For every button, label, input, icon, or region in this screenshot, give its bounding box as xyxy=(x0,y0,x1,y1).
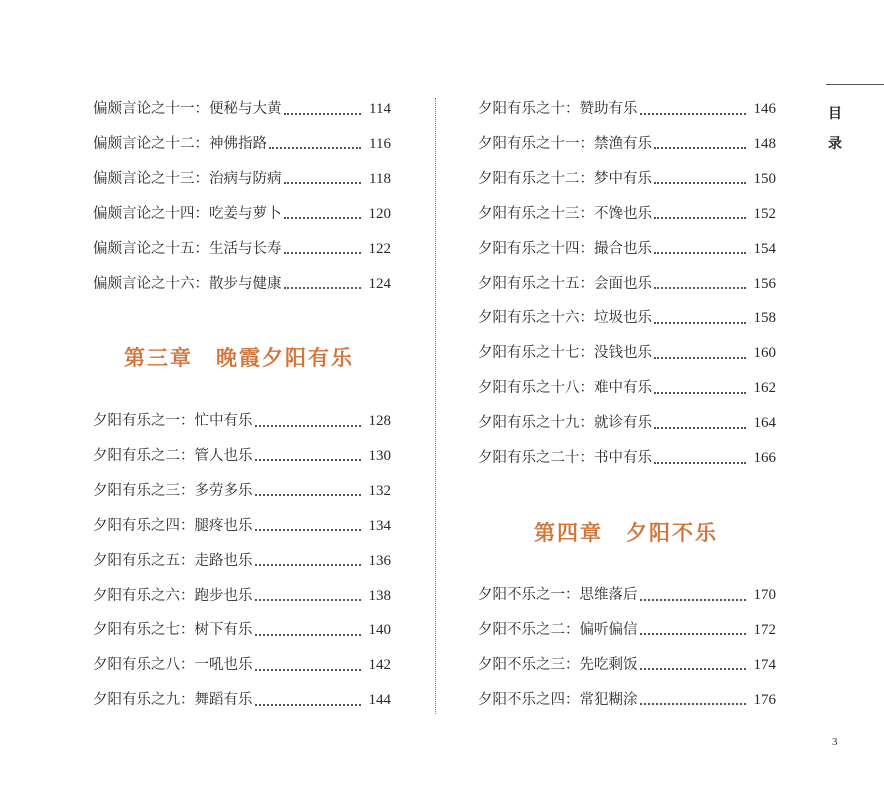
entry-title: 偏颇言论之十三：治病与防病 xyxy=(93,170,282,187)
dot-leader xyxy=(284,216,361,219)
entry-title: 夕阳有乐之十八：难中有乐 xyxy=(478,380,652,397)
toc-entry[interactable] xyxy=(93,97,391,121)
entry-page-number: 130 xyxy=(368,447,391,464)
side-title xyxy=(827,99,843,159)
toc-entry[interactable] xyxy=(478,341,776,365)
toc-entry[interactable] xyxy=(478,306,776,330)
dot-leader xyxy=(654,251,746,254)
entry-title: 夕阳有乐之五：走路也乐 xyxy=(93,552,253,569)
toc-entry[interactable] xyxy=(478,653,776,677)
dot-leader xyxy=(255,598,361,601)
entry-page-number: 148 xyxy=(753,135,776,152)
toc-entry[interactable] xyxy=(478,167,776,191)
entry-page-number: 142 xyxy=(368,657,391,674)
entry-title: 夕阳有乐之八：一吼也乐 xyxy=(93,657,253,674)
dot-leader xyxy=(255,633,361,636)
entry-title: 夕阳有乐之十七：没钱也乐 xyxy=(478,345,652,362)
toc-entry[interactable] xyxy=(478,688,776,712)
entry-title: 偏颇言论之十四：吃姜与萝卜 xyxy=(93,205,282,222)
side-title-char: 目 录 xyxy=(828,106,842,152)
entry-title: 夕阳有乐之十：赞助有乐 xyxy=(478,101,638,117)
column-divider xyxy=(435,98,436,714)
toc-entry[interactable] xyxy=(93,479,391,503)
entry-title: 夕阳有乐之七：树下有乐 xyxy=(93,622,253,639)
dot-leader xyxy=(284,286,361,289)
entry-title: 夕阳不乐之二：偏听偏信 xyxy=(478,621,638,638)
entry-title: 夕阳有乐之十六：垃圾也乐 xyxy=(478,310,652,327)
entry-title: 夕阳有乐之九：舞蹈有乐 xyxy=(93,692,253,709)
entry-title: 偏颇言论之十五：生活与长寿 xyxy=(93,240,282,257)
dot-leader xyxy=(654,356,746,359)
entry-title: 夕阳有乐之一：忙中有乐 xyxy=(93,413,253,429)
toc-entry[interactable] xyxy=(478,237,776,261)
entry-page-number: 174 xyxy=(753,656,776,673)
toc-entry[interactable] xyxy=(93,132,391,156)
dot-leader xyxy=(255,424,361,427)
entry-page-number: 156 xyxy=(753,275,776,292)
toc-entry[interactable] xyxy=(478,618,776,642)
dot-leader xyxy=(640,667,746,670)
entry-page-number: 150 xyxy=(753,170,776,187)
entry-page-number: 172 xyxy=(753,621,776,638)
entry-page-number: 114 xyxy=(369,101,391,117)
entry-title: 夕阳有乐之四：腿疼也乐 xyxy=(93,517,253,534)
entry-page-number: 136 xyxy=(368,552,391,569)
toc-entry[interactable] xyxy=(93,202,391,226)
dot-leader xyxy=(654,321,746,324)
toc-entry[interactable] xyxy=(93,653,391,677)
header-rule xyxy=(826,84,884,85)
entry-title: 偏颇言论之十六：散步与健康 xyxy=(93,275,282,292)
entry-title: 偏颇言论之十一：便秘与大黄 xyxy=(93,101,282,117)
toc-entry[interactable] xyxy=(478,411,776,435)
entry-page-number: 128 xyxy=(368,413,391,429)
dot-leader xyxy=(654,461,746,464)
dot-leader xyxy=(654,286,746,289)
entry-page-number: 124 xyxy=(368,275,391,292)
toc-entry[interactable] xyxy=(478,583,776,607)
toc-entry[interactable] xyxy=(478,446,776,470)
entry-page-number: 132 xyxy=(368,482,391,499)
dot-leader xyxy=(255,528,361,531)
entry-page-number: 120 xyxy=(368,205,391,222)
dot-leader xyxy=(255,563,361,566)
entry-title: 夕阳有乐之二十：书中有乐 xyxy=(478,450,652,466)
entry-page-number: 138 xyxy=(368,587,391,604)
entry-title: 夕阳不乐之三：先吃剩饭 xyxy=(478,656,638,673)
toc-entry[interactable] xyxy=(478,97,776,121)
dot-leader xyxy=(654,146,746,149)
entry-page-number: 122 xyxy=(368,240,391,257)
dot-leader xyxy=(255,458,361,461)
dot-leader xyxy=(255,493,361,496)
chapter-heading: 第三章 晚霞夕阳有乐 xyxy=(124,346,354,370)
dot-leader xyxy=(640,112,746,115)
entry-page-number: 158 xyxy=(753,310,776,327)
dot-leader xyxy=(640,702,746,705)
entry-page-number: 162 xyxy=(753,380,776,397)
entry-title: 夕阳有乐之三：多劳多乐 xyxy=(93,482,253,499)
entry-page-number: 170 xyxy=(753,587,776,603)
entry-title: 夕阳有乐之十九：就诊有乐 xyxy=(478,415,652,432)
chapter-heading: 第四章 夕阳不乐 xyxy=(534,521,718,545)
entry-title: 夕阳有乐之十三：不馋也乐 xyxy=(478,205,652,222)
dot-leader xyxy=(255,668,361,671)
dot-leader xyxy=(284,181,362,184)
dot-leader xyxy=(654,426,746,429)
dot-leader xyxy=(654,391,746,394)
toc-entry[interactable] xyxy=(93,514,391,538)
toc-entry[interactable] xyxy=(93,444,391,468)
entry-page-number: 164 xyxy=(753,415,776,432)
entry-page-number: 154 xyxy=(753,240,776,257)
entry-title: 夕阳有乐之十五：会面也乐 xyxy=(478,275,652,292)
entry-page-number: 166 xyxy=(753,450,776,466)
dot-leader xyxy=(640,598,746,601)
toc-entry[interactable] xyxy=(93,584,391,608)
toc-entry[interactable] xyxy=(478,376,776,400)
dot-leader xyxy=(654,216,746,219)
dot-leader xyxy=(284,112,362,115)
toc-entry[interactable] xyxy=(93,409,391,433)
toc-entry[interactable] xyxy=(478,202,776,226)
entry-title: 夕阳有乐之十一：禁渔有乐 xyxy=(478,135,652,152)
entry-title: 夕阳不乐之一：思维落后 xyxy=(478,587,638,603)
toc-entry[interactable] xyxy=(93,618,391,642)
entry-page-number: 176 xyxy=(753,691,776,708)
toc-entry[interactable] xyxy=(93,237,391,261)
toc-entry[interactable] xyxy=(478,132,776,156)
toc-entry[interactable] xyxy=(93,549,391,573)
entry-title: 夕阳有乐之十四：撮合也乐 xyxy=(478,240,652,257)
dot-leader xyxy=(640,632,746,635)
entry-title: 夕阳有乐之二：管人也乐 xyxy=(93,447,253,464)
entry-title: 夕阳有乐之六：跑步也乐 xyxy=(93,587,253,604)
entry-page-number: 116 xyxy=(369,135,391,152)
toc-entry[interactable] xyxy=(93,167,391,191)
entry-page-number: 146 xyxy=(753,101,776,117)
toc-entry[interactable] xyxy=(93,688,391,712)
dot-leader xyxy=(654,181,746,184)
dot-leader xyxy=(284,251,361,254)
entry-page-number: 118 xyxy=(369,170,391,187)
page-number: 3 xyxy=(832,736,838,748)
toc-entry[interactable] xyxy=(478,272,776,296)
entry-page-number: 160 xyxy=(753,345,776,362)
dot-leader xyxy=(269,146,361,149)
entry-page-number: 140 xyxy=(368,622,391,639)
entry-title: 偏颇言论之十二：神佛指路 xyxy=(93,135,267,152)
dot-leader xyxy=(255,703,361,706)
entry-title: 夕阳有乐之十二：梦中有乐 xyxy=(478,170,652,187)
toc-entry[interactable] xyxy=(93,272,391,296)
entry-page-number: 152 xyxy=(753,205,776,222)
entry-page-number: 134 xyxy=(368,517,391,534)
entry-page-number: 144 xyxy=(368,692,391,709)
entry-title: 夕阳不乐之四：常犯糊涂 xyxy=(478,691,638,708)
